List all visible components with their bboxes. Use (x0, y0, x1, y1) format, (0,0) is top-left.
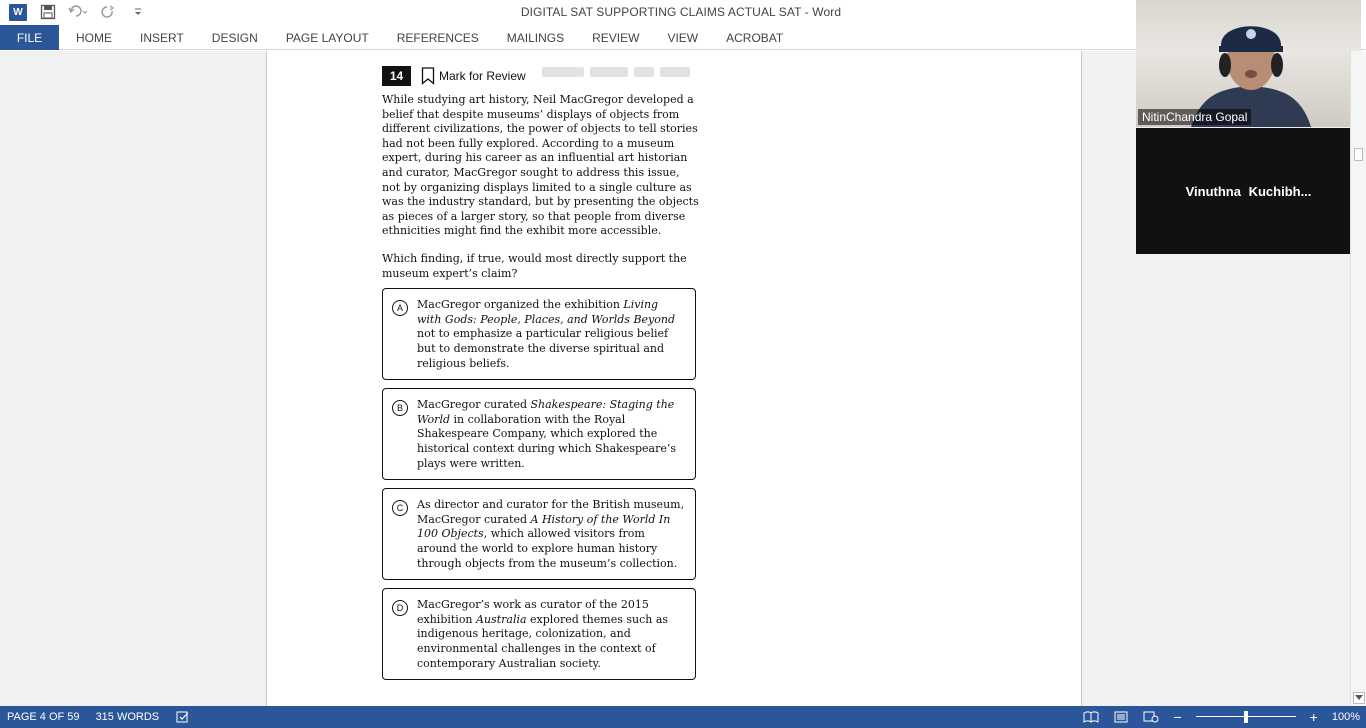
zoom-slider[interactable] (1196, 706, 1296, 728)
choice-letter: B (392, 400, 408, 416)
tab-page-layout[interactable]: PAGE LAYOUT (285, 30, 369, 45)
choice-text-pre: As director and curator for the British museum, MacGregor curated (417, 498, 685, 526)
choice-text-italic: Living with Gods: People, Places, and Worlds Beyond (417, 298, 676, 326)
question-block (382, 64, 702, 680)
question-header (382, 64, 702, 88)
word-count[interactable]: 315 WORDS (95, 711, 160, 723)
tab-file[interactable]: FILE (0, 25, 59, 50)
zoom-in-button[interactable]: + (1309, 709, 1318, 725)
answer-choices (382, 288, 702, 680)
video-tile-participant-1[interactable] (1136, 0, 1361, 127)
choice-text-post: , which allowed visitors from around the world to explore human history through objects from the museum’s collection. (417, 527, 678, 570)
choice-text-italic: Shakespeare: Staging the World (417, 398, 675, 426)
scan-artifact (542, 67, 697, 81)
vertical-scrollbar[interactable] (1350, 51, 1366, 706)
window-title: DIGITAL SAT SUPPORTING CLAIMS ACTUAL SAT - Word (520, 5, 842, 19)
scrollbar-thumb[interactable] (1354, 148, 1363, 161)
status-left (7, 706, 191, 728)
passage-text: While studying art history, Neil MacGregor developed a belief that despite museums’ displays of objects from different civilizations, the power of objects to tell stories had not been fully explored. According to a museum expert, during his career as an influential art historian and curator, MacGregor sought to address this issue, not by organizing displays limited to a single culture as was the industry standard, but by presenting the objects as pieces of a larger story, so that people from diverse ethnicities might find the exhibit more accessible. (382, 93, 699, 238)
document-page[interactable] (266, 51, 1082, 706)
answer-choice-b (382, 388, 696, 480)
status-bar (0, 706, 1366, 728)
answer-choice-c (382, 488, 696, 580)
answer-choice-a (382, 288, 696, 380)
read-mode-icon[interactable] (1083, 710, 1099, 724)
print-layout-icon[interactable] (1113, 710, 1129, 724)
choice-text-pre: MacGregor organized the exhibition (417, 298, 624, 312)
video-tile-participant-2[interactable] (1136, 128, 1361, 254)
tab-design[interactable]: DESIGN (211, 30, 258, 45)
tab-view[interactable]: VIEW (667, 30, 699, 45)
zoom-out-button[interactable]: − (1173, 709, 1182, 725)
choice-letter: A (392, 300, 408, 316)
participant-2-name: Vinuthna Kuchibh... (1185, 183, 1312, 199)
status-right (1083, 706, 1360, 728)
mark-for-review-label: Mark for Review (439, 69, 526, 83)
tab-home[interactable]: HOME (76, 30, 112, 45)
choice-text-italic: A History of the World In 100 Objects (417, 512, 671, 541)
answer-choice-d (382, 588, 696, 680)
question-prompt: Which finding, if true, would most directly support the museum expert’s claim? (382, 251, 687, 280)
word-logo-text: W (9, 4, 27, 21)
tab-references[interactable]: REFERENCES (396, 30, 479, 45)
choice-text-post: not to emphasize a particular religious belief but to demonstrate the diverse spiritual and religious beliefs. (417, 327, 669, 370)
tab-review[interactable]: REVIEW (592, 30, 640, 45)
tab-acrobat[interactable]: ACROBAT (726, 30, 784, 45)
page-count[interactable]: PAGE 4 OF 59 (7, 711, 80, 723)
zoom-level[interactable]: 100% (1331, 711, 1360, 723)
scroll-down-arrow-icon[interactable] (1353, 692, 1365, 704)
choice-text-pre: MacGregor curated (417, 398, 531, 412)
bookmark-icon (421, 67, 435, 85)
choice-letter: C (392, 500, 408, 516)
choice-text-post: explored themes such as indigenous heritage, colonization, and environmental challenges in the context of contemporary Australian society. (417, 612, 669, 670)
choice-text-italic: Australia (476, 612, 527, 626)
choice-letter: D (392, 600, 408, 616)
zoom-slider-thumb[interactable] (1244, 711, 1248, 723)
proofing-icon[interactable] (175, 710, 191, 724)
tab-mailings[interactable]: MAILINGS (506, 30, 565, 45)
ribbon-tab-list (62, 25, 797, 50)
tab-insert[interactable]: INSERT (140, 30, 184, 45)
web-layout-icon[interactable] (1143, 710, 1159, 724)
participant-1-name: NitinChandra Gopal (1138, 109, 1251, 125)
question-number: 14 (382, 66, 411, 86)
choice-text-post: in collaboration with the Royal Shakespeare Company, which explored the historical context during which Shakespeare’s plays were written. (417, 412, 677, 470)
choice-text-pre: MacGregor’s work as curator of the 2015 exhibition (417, 598, 649, 626)
